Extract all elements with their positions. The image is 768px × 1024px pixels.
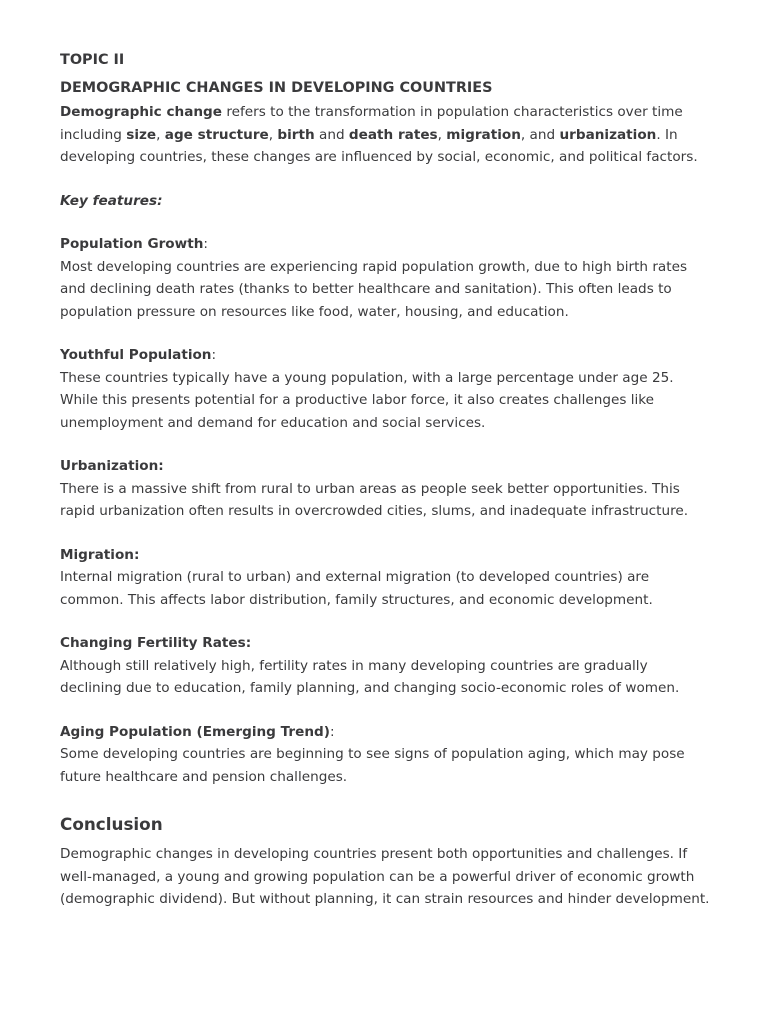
topic-title: DEMOGRAPHIC CHANGES IN DEVELOPING COUNTRIES	[60, 80, 493, 96]
section-heading-colon: :	[203, 236, 208, 252]
section-body: These countries typically have a young population, with a large percentage under age 25. While this presents potential for a productive labor force, it also creates challenges like unemployment and demand for education and social services.	[60, 369, 674, 431]
section-migration	[60, 544, 712, 612]
spacer	[60, 700, 712, 721]
conclusion-heading: Conclusion	[60, 814, 163, 834]
intro-size: size	[126, 126, 157, 143]
intro-term: Demographic change	[60, 104, 223, 120]
intro-sep-2: ,	[268, 126, 278, 143]
section-population-growth	[60, 233, 712, 323]
section-heading: Migration:	[60, 546, 140, 563]
intro-age-structure: age structure	[164, 126, 269, 143]
intro-urbanization: urbanization	[559, 126, 657, 143]
spacer	[60, 523, 712, 544]
conclusion-body: Demographic changes in developing countries present both opportunities and challenges. If well-managed, a young and growing population can be a powerful driver of economic growth (demographic dividend). But without planning, it can strain resources and hinder development.	[60, 846, 710, 907]
section-heading-colon: :	[329, 723, 335, 740]
spacer	[60, 788, 712, 812]
intro-paragraph	[60, 101, 712, 169]
section-youthful-population	[60, 344, 712, 434]
section-heading: Youthful Population	[60, 347, 212, 363]
spacer	[60, 611, 712, 632]
section-changing-fertility-rates	[60, 632, 712, 700]
section-heading-colon: :	[211, 347, 217, 363]
intro-sep-1: ,	[156, 126, 165, 143]
section-body: Although still relatively high, fertility rates in many developing countries are gradually declining due to education, family planning, and changing socio-economic roles of women.	[60, 657, 680, 696]
intro-text-1: refers to the transformation in population characteristics over time including	[60, 104, 683, 143]
intro-text-2: . In developing countries, these changes are influenced by social, economic, and political factors.	[60, 126, 698, 165]
section-heading: Population Growth	[60, 236, 204, 252]
section-heading: Urbanization:	[60, 458, 164, 474]
section-body: Internal migration (rural to urban) and external migration (to developed countries) are common. This affects labor distribution, family structures, and economic development.	[60, 569, 653, 608]
spacer	[60, 323, 712, 344]
section-heading: Changing Fertility Rates:	[60, 635, 252, 651]
intro-sep-3: and	[314, 126, 349, 143]
section-heading: Aging Population (Emerging Trend)	[60, 723, 330, 740]
spacer	[60, 434, 712, 455]
section-body: Most developing countries are experiencing rapid population growth, due to high birth rates and declining death rates (thanks to better healthcare and sanitation). This often leads to population pressure on resources like food, water, housing, and education.	[60, 258, 688, 320]
intro-sep-4: ,	[437, 126, 447, 143]
section-aging-population	[60, 721, 712, 789]
section-body: There is a massive shift from rural to urban areas as people seek better opportunities. This rapid urbanization often results in overcrowded cities, slums, and inadequate infrastructure.	[60, 480, 689, 519]
spacer	[60, 212, 712, 233]
section-urbanization	[60, 455, 712, 523]
key-features-label: Key features:	[60, 192, 163, 209]
spacer	[60, 169, 712, 190]
intro-birth: birth	[277, 126, 315, 143]
topic-label: TOPIC II	[60, 52, 125, 68]
intro-migration: migration	[446, 126, 521, 143]
intro-death-rates: death rates	[348, 126, 438, 143]
intro-sep-5: , and	[520, 126, 560, 143]
section-body: Some developing countries are beginning to see signs of population aging, which may pose future healthcare and pension challenges.	[60, 746, 685, 785]
